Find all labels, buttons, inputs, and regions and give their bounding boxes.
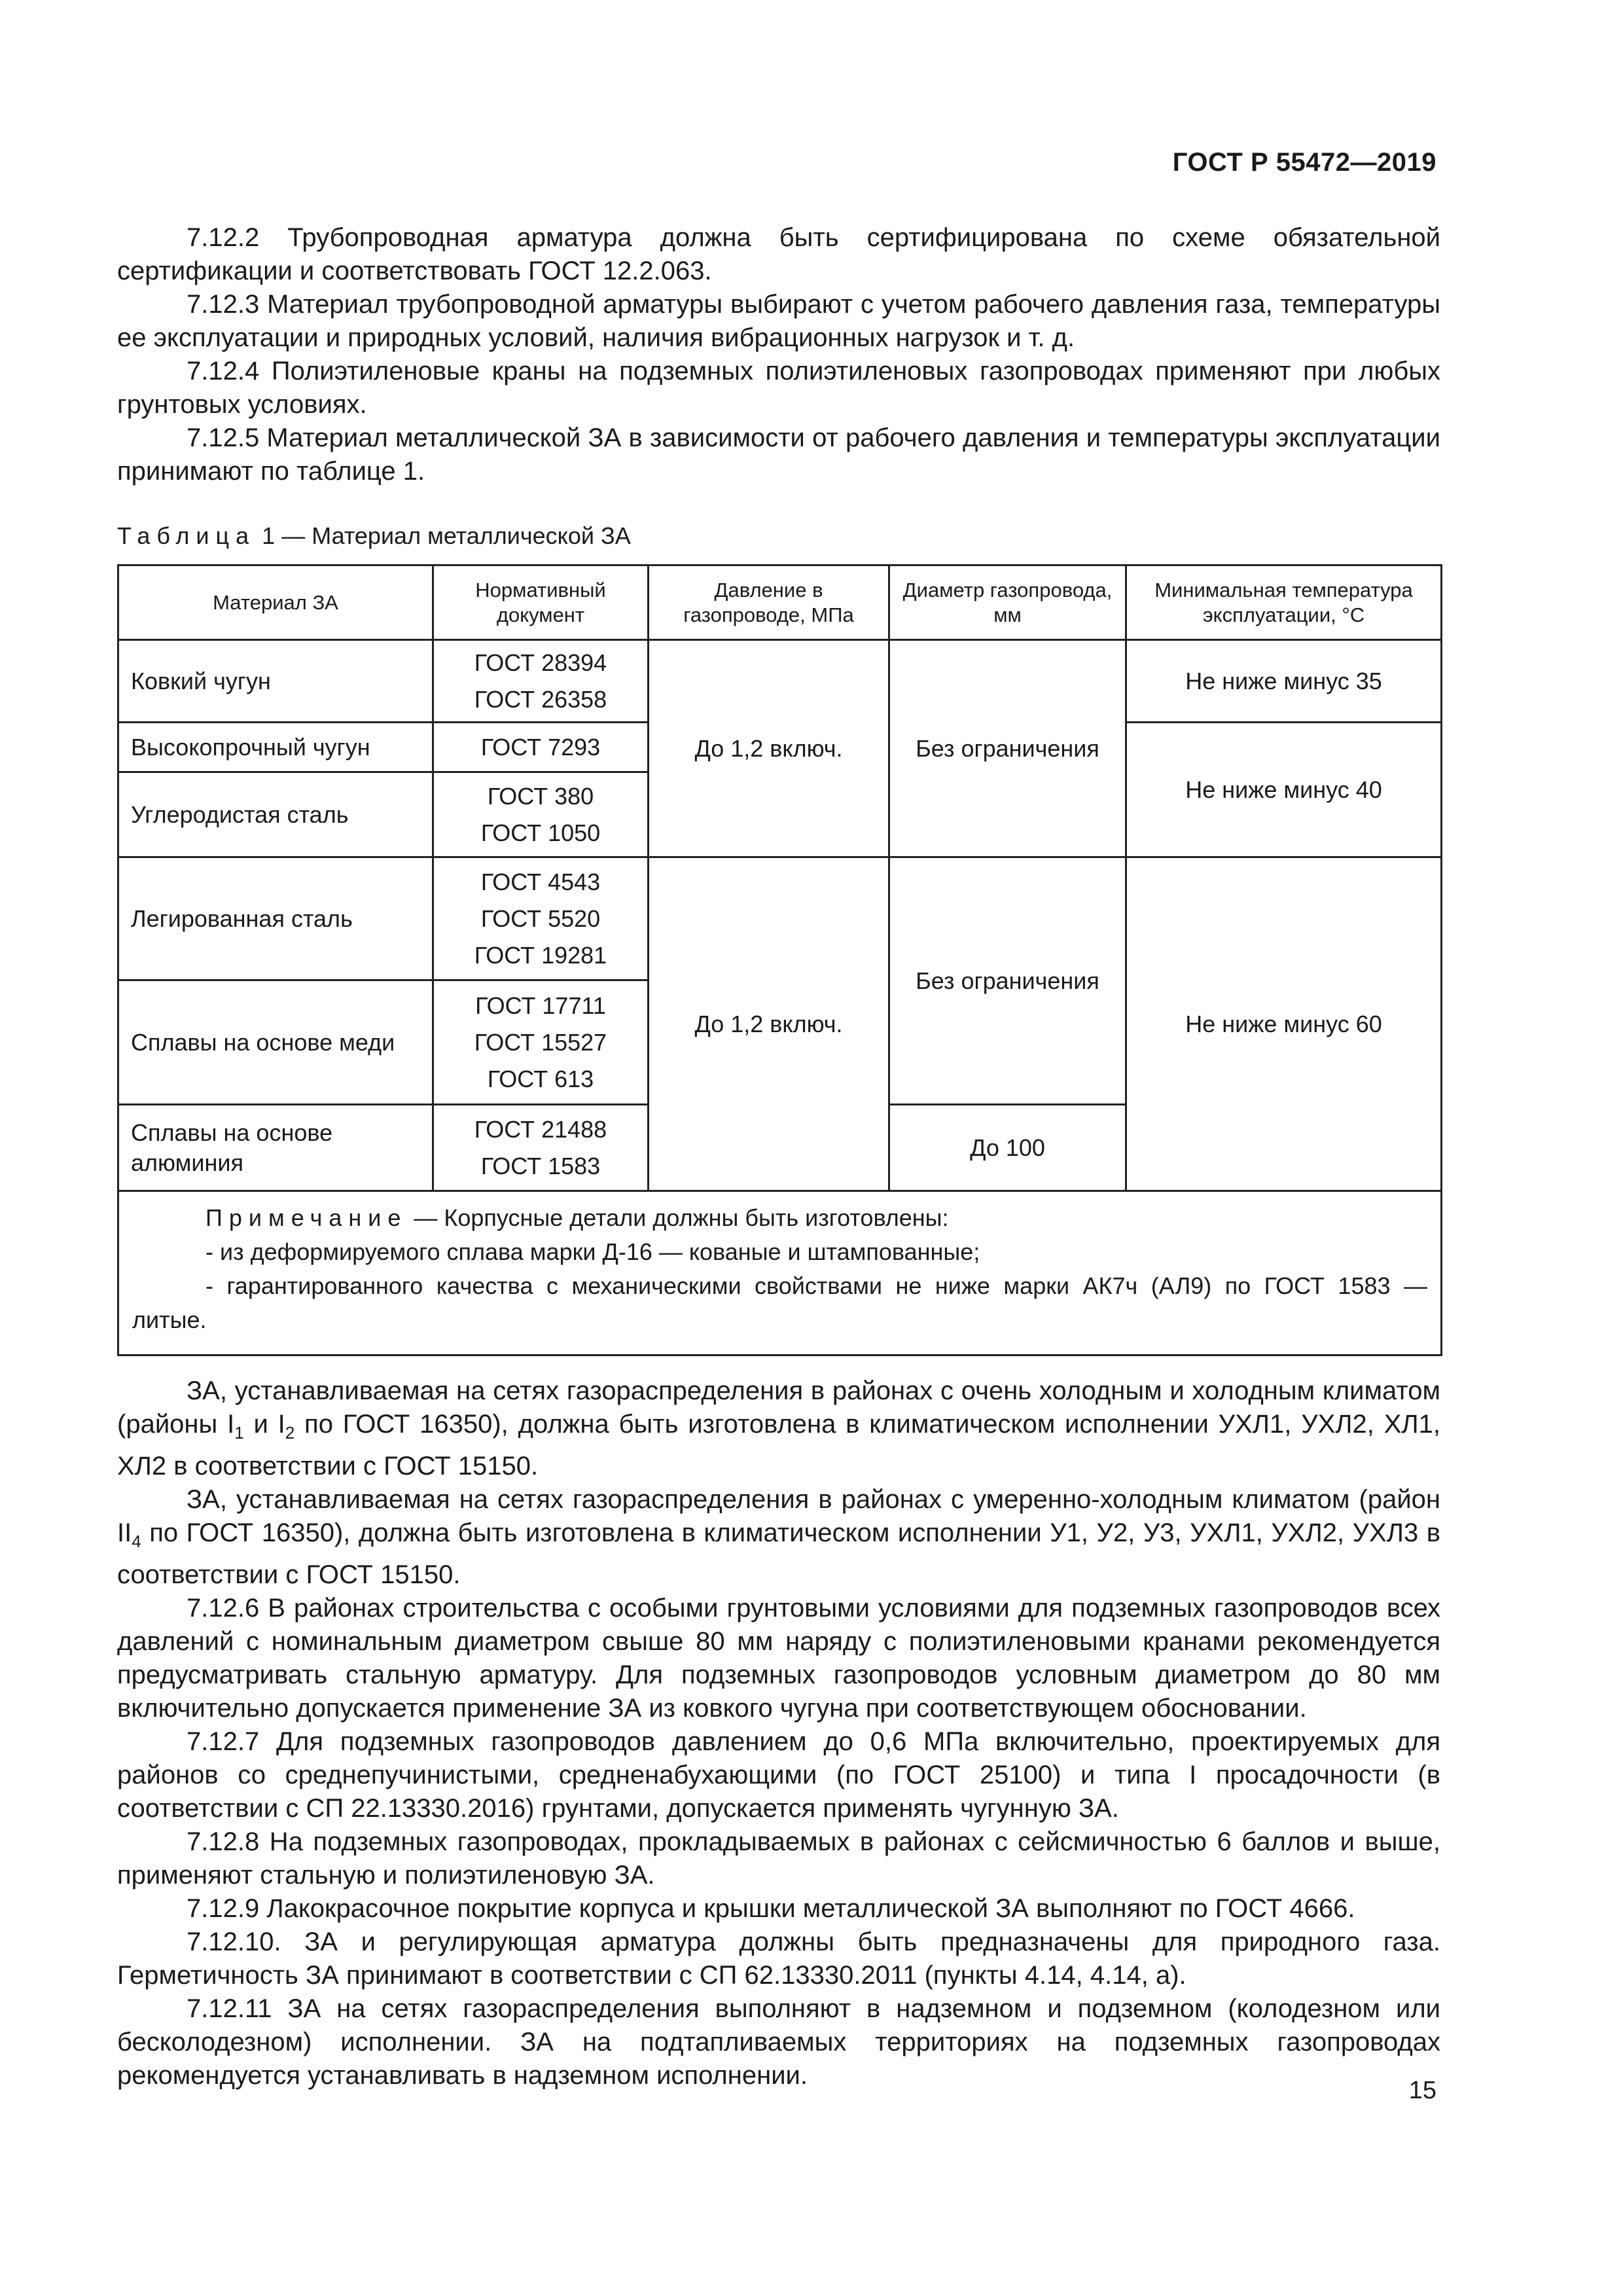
table-caption-label: Таблица — [117, 522, 256, 549]
paragraph-climate-cold: ЗА, устанавливаемая на сетях газораспределения в районах с очень холодным и холодным климатом (районы $I_1$ и $I_2$ по ГОСТ 16350), должна быть изготовлена в климатическом исполнении УХЛ1, УХЛ2, ХЛ1, ХЛ2 в соответствии с ГОСТ 15150. — [117, 1376, 1441, 1480]
bottom-paragraphs — [117, 1374, 1440, 2092]
doc-ref: ГОСТ 4543 — [480, 868, 601, 895]
table-header-row — [118, 565, 1442, 640]
table-note-row — [118, 1191, 1442, 1355]
note-intro: — Корпусные детали должны быть изготовлены: — [414, 1204, 949, 1231]
material-cell: Высокопрочный чугун — [118, 723, 433, 772]
table-note — [118, 1191, 1442, 1355]
doc-ref: ГОСТ 26358 — [474, 685, 607, 713]
pressure-cell: До 1,2 включ. — [649, 640, 889, 857]
diameter-cell: До 100 — [889, 1105, 1126, 1191]
doc-ref: ГОСТ 613 — [487, 1065, 594, 1092]
paragraph-7-12-8: 7.12.8 На подземных газопроводах, прокладываемых в районах с сейсмичностью 6 баллов и выше, применяют стальную и полиэтиленовую ЗА. — [117, 1827, 1440, 1890]
table-row — [118, 857, 1442, 980]
diameter-cell: Без ограничения — [889, 640, 1126, 857]
paragraph-7-12-4: 7.12.4 Полиэтиленовые краны на подземных полиэтиленовых газопроводах применяют при любых грунтовых условиях. — [117, 357, 1440, 419]
material-cell: Сплавы на основе меди — [118, 980, 433, 1105]
table-caption — [117, 522, 631, 550]
doc-ref: ГОСТ 28394 — [474, 649, 607, 676]
header-normative-doc: Нормативный документ — [433, 565, 649, 640]
material-cell: Углеродистая сталь — [118, 772, 433, 857]
doc-ref: ГОСТ 15527 — [474, 1028, 607, 1056]
table-row — [118, 640, 1442, 723]
diameter-cell: Без ограничения — [889, 857, 1126, 1105]
doc-cell — [433, 640, 649, 723]
temperature-cell: Не ниже минус 40 — [1126, 723, 1442, 857]
paragraph-7-12-5: 7.12.5 Материал металлической ЗА в зависимости от рабочего давления и температуры эксплуатации принимают по таблице 1. — [117, 423, 1440, 486]
paragraph-7-12-6: 7.12.6 В районах строительства с особыми грунтовыми условиями для подземных газопроводов всех давлений с номинальным диаметром свыше 80 мм наряду с полиэтиленовыми кранами рекомендуется предусматривать стальную арматуру. Для подземных газопроводов условным диаметром до 80 мм включительно допускается применение ЗА из ковкого чугуна при соответствующем обосновании. — [117, 1594, 1440, 1723]
doc-cell: ГОСТ 7293 — [433, 723, 649, 772]
material-cell: Ковкий чугун — [118, 640, 433, 723]
doc-ref: ГОСТ 19281 — [474, 941, 607, 969]
doc-ref: ГОСТ 1050 — [480, 819, 601, 846]
header-pressure: Давление в газопроводе, МПа — [649, 565, 889, 640]
doc-ref: ГОСТ 21488 — [474, 1115, 607, 1143]
paragraph-7-12-3: 7.12.3 Материал трубопроводной арматуры выбирают с учетом рабочего давления газа, температуры ее эксплуатации и природных условий, наличия вибрационных нагрузок и т. д. — [117, 290, 1440, 352]
doc-ref: ГОСТ 380 — [487, 782, 594, 810]
temperature-cell: Не ниже минус 35 — [1126, 640, 1442, 723]
doc-ref: ГОСТ 1583 — [480, 1152, 601, 1179]
table-caption-text: 1 — Материал металлической ЗА — [262, 522, 631, 549]
doc-cell — [433, 980, 649, 1105]
material-cell: Сплавы на основе алюминия — [118, 1105, 433, 1191]
material-table — [117, 564, 1442, 1356]
document-header: ГОСТ Р 55472—2019 — [1172, 148, 1436, 177]
note-item-1: - из деформируемого сплава марки Д-16 — кованые и штампованные; — [205, 1238, 980, 1265]
paragraph-7-12-2: 7.12.2 Трубопроводная арматура должна быть сертифицирована по схеме обязательной сертификации и соответствовать ГОСТ 12.2.063. — [117, 223, 1440, 285]
doc-ref: ГОСТ 5520 — [480, 905, 601, 932]
header-temperature: Минимальная температура эксплуатации, °С — [1126, 565, 1442, 640]
doc-cell — [433, 1105, 649, 1191]
material-cell: Легированная сталь — [118, 857, 433, 980]
doc-cell — [433, 772, 649, 857]
note-item-2-end: литые. — [132, 1306, 207, 1333]
paragraph-climate-moderate: ЗА, устанавливаемая на сетях газораспределения в районах с умеренно-холодным климатом (район $II_4$ по ГОСТ 16350), должна быть изготовлена в климатическом исполнении У1, У2, У3, УХЛ1, УХЛ2, УХЛ3 в соответствии с ГОСТ 15150. — [117, 1485, 1440, 1589]
note-item-2: - гарантированного качества с механическими свойствами не ниже марки АК7ч (АЛ9) по ГОСТ 1583 — — [205, 1272, 1427, 1299]
top-paragraphs — [117, 221, 1440, 488]
paragraph-7-12-7: 7.12.7 Для подземных газопроводов давлением до 0,6 МПа включительно, проектируемых для районов со среднепучинистыми, средненабухающими (по ГОСТ 25100) и типа I просадочности (в соответствии с СП 22.13330.2016) грунтами, допускается применять чугунную ЗА. — [117, 1727, 1440, 1823]
temperature-cell: Не ниже минус 60 — [1126, 857, 1442, 1191]
page-number: 15 — [1408, 2077, 1436, 2104]
doc-cell — [433, 857, 649, 980]
note-label: Примечание — [205, 1204, 408, 1231]
pressure-cell: До 1,2 включ. — [649, 857, 889, 1191]
doc-ref: ГОСТ 17711 — [475, 992, 606, 1019]
paragraph-7-12-11: 7.12.11 ЗА на сетях газораспределения выполняют в надземном и подземном (колодезном или бесколодезном) исполнении. ЗА на подтапливаемых территориях на подземных газопроводах рекомендуется устанавливать в надземном исполнении. — [117, 1994, 1440, 2090]
header-material: Материал ЗА — [118, 565, 433, 640]
paragraph-7-12-10: 7.12.10. ЗА и регулирующая арматура должны быть предназначены для природного газа. Герметичность ЗА принимают в соответствии с СП 62.13330.2011 (пункты 4.14, 4.14, а). — [117, 1928, 1440, 1990]
paragraph-7-12-9: 7.12.9 Лакокрасочное покрытие корпуса и крышки металлической ЗА выполняют по ГОСТ 4666. — [187, 1894, 1355, 1923]
header-diameter: Диаметр газопровода, мм — [889, 565, 1126, 640]
